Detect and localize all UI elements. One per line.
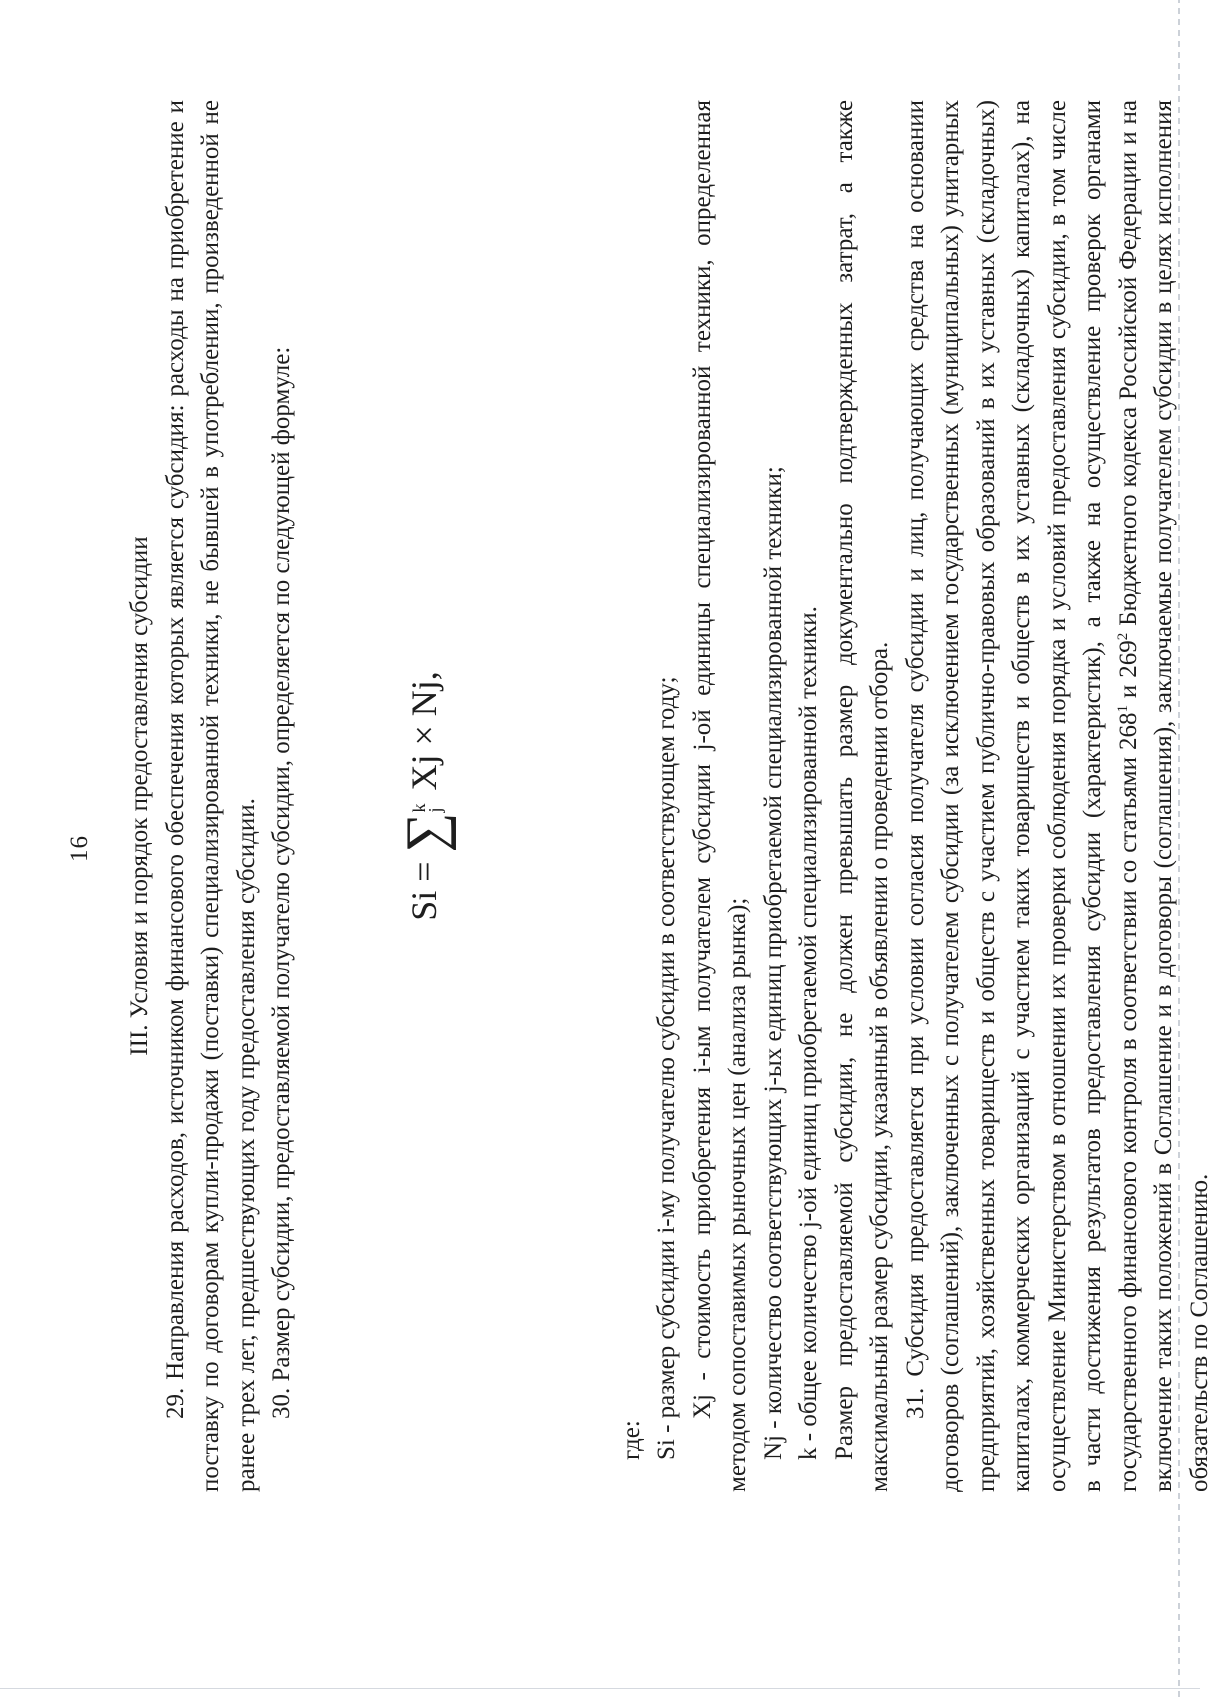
sum-upper-limit: k [409,803,430,813]
formula-definitions [614,100,898,1492]
scan-margin-line [0,1688,1200,1689]
definition-k: k - общее количество j-ой единиц приобретаемой специализированной техники. [795,606,822,1460]
formula-lhs: Si = [403,861,444,921]
sum-limits [409,803,446,813]
paragraph-29: 29. Направления расходов, источником финансового обеспечения которых является субсидия: расходы на приобретение и поставку по договорам купли-продажи (поставки) специализированной техники, не бывшей в употреблении, произведенной не ранее трех лет, предшествующих году предоставления субсидии. [161,100,260,1492]
paragraph-31 [898,100,1217,1492]
where-label: где: [617,1420,645,1460]
page-number: 16 [66,835,93,862]
page-body [122,100,1217,1492]
sum-lower-limit: j [425,807,446,813]
formula-rhs: Xj × Nj, [403,671,444,791]
paragraph-31-part-a: 31. Субсидия предоставляется при условии согласия получателя субсидии и лиц, получающих средства на основании договоров (соглашений), заключенных с получателем субсидии (за исключением государственных (муниципальных) унитарных предприятий, хозяйственных товариществ и обществ с участием публично-правовых образований в их уставных (складочных) капиталах, коммерческих организаций с участием таких товариществ и обществ в их уставных (складочных) капиталах), на осуществление Министерством в отношении их проверки соблюдения порядка и условий предоставления субсидии, в том числе в части достижения результатов предоставления субсидии (характеристик), а также на осуществление проверок органами государственного финансового контроля в соответствии со статьями 268 [901,100,1142,1492]
definition-nj: Nj - количество соответствующих j-ых единиц приобретаемой специализированной техники; [759,466,787,1460]
scan-edge-artifact [1178,0,1180,1697]
definition-xj: Xj - стоимость приобретения i-ым получателем субсидии j-ой единицы специализированной техники, определенная методом сопоставимых рыночных цен (анализа рынка); [688,100,751,1492]
sum-symbol: ∑ [394,812,457,853]
definition-si: Si - размер субсидии i-му получателю субсидии в соответствующем году; [653,676,680,1460]
paragraph-31-part-b: и 269 [1114,640,1142,706]
paragraph-max-size: Размер предоставляемой субсидии, не должен превышать размер документально подтвержденных затрат, а также максимальный размер субсидии, указанный в объявлении о проведении отбора. [830,100,893,1492]
section-heading: III. Условия и порядок предоставления субсидии [126,536,153,1056]
paragraph-31-part-c: Бюджетного кодекса Российской Федерации и на включение таких положений в Соглашение и в договоры (соглашения), заключаемые получателем субсидии в целях исполнения обязательств по Соглашению. [1114,100,1213,1492]
footnote-superscript-2: 2 [1114,632,1131,641]
subsidy-formula [394,100,457,1492]
paragraph-30: 30. Размер субсидии, предоставляемой получателю субсидии, определяется по следующей формуле: [268,346,295,1419]
footnote-superscript-1: 1 [1114,705,1131,713]
